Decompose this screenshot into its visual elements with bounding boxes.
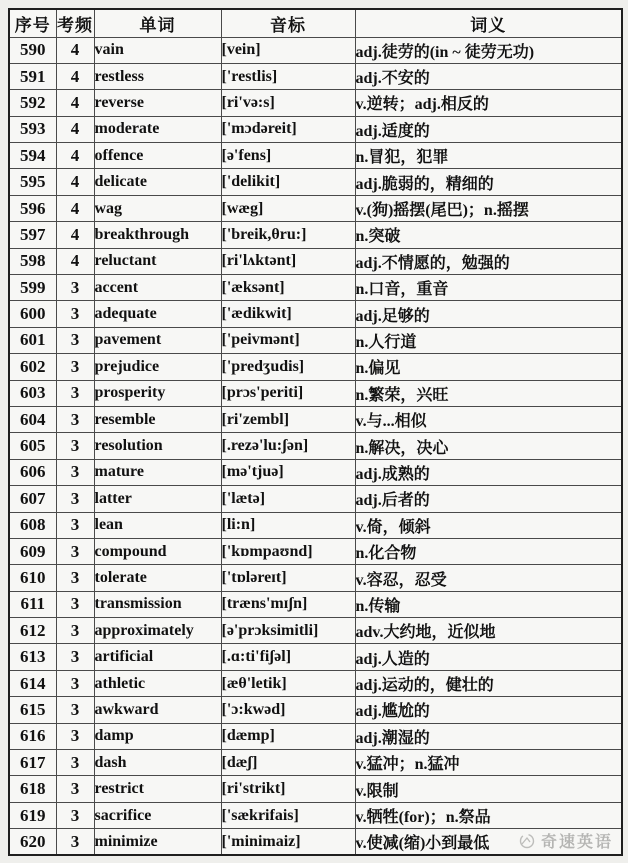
cell-frequency: 3 [56, 433, 94, 459]
table-row [9, 63, 622, 89]
cell-word: adequate [94, 301, 221, 327]
cell-number: 591 [9, 63, 56, 89]
table-row [9, 538, 622, 564]
header-meaning: 词义 [355, 9, 622, 37]
cell-phonetic: ['peivmənt] [221, 327, 355, 353]
table-row [9, 248, 622, 274]
table-body [9, 37, 622, 855]
table-row [9, 776, 622, 802]
cell-number: 605 [9, 433, 56, 459]
cell-frequency: 3 [56, 697, 94, 723]
cell-number: 599 [9, 275, 56, 301]
cell-word: sacrifice [94, 802, 221, 828]
table-row [9, 143, 622, 169]
cell-phonetic: [dæmp] [221, 723, 355, 749]
cell-number: 593 [9, 116, 56, 142]
cell-phonetic: [ə'prɔksimitli] [221, 618, 355, 644]
cell-frequency: 3 [56, 776, 94, 802]
cell-frequency: 3 [56, 618, 94, 644]
vocabulary-table [8, 8, 623, 856]
cell-word: resemble [94, 406, 221, 432]
cell-number: 594 [9, 143, 56, 169]
cell-phonetic: [.rezə'lu:ʃən] [221, 433, 355, 459]
cell-phonetic: ['restlis] [221, 63, 355, 89]
cell-meaning: v.猛冲；n.猛冲 [355, 750, 622, 776]
cell-word: restrict [94, 776, 221, 802]
cell-phonetic: ['predʒudis] [221, 354, 355, 380]
cell-phonetic: ['tɒləreɪt] [221, 565, 355, 591]
cell-word: minimize [94, 829, 221, 855]
cell-meaning: adv.大约地，近似地 [355, 618, 622, 644]
cell-meaning: v.逆转；adj.相反的 [355, 90, 622, 116]
cell-meaning: v.(狗)摇摆(尾巴)；n.摇摆 [355, 195, 622, 221]
cell-frequency: 4 [56, 90, 94, 116]
cell-word: wag [94, 195, 221, 221]
table-row [9, 37, 622, 63]
cell-number: 590 [9, 37, 56, 63]
table-row [9, 222, 622, 248]
table-row [9, 829, 622, 855]
cell-meaning: adj.成熟的 [355, 459, 622, 485]
cell-word: delicate [94, 169, 221, 195]
cell-number: 616 [9, 723, 56, 749]
cell-number: 598 [9, 248, 56, 274]
cell-word: pavement [94, 327, 221, 353]
cell-meaning: adj.人造的 [355, 644, 622, 670]
cell-frequency: 3 [56, 406, 94, 432]
table-row [9, 618, 622, 644]
cell-meaning: adj.脆弱的，精细的 [355, 169, 622, 195]
cell-number: 601 [9, 327, 56, 353]
cell-word: prejudice [94, 354, 221, 380]
cell-frequency: 3 [56, 301, 94, 327]
table-row [9, 380, 622, 406]
table-row [9, 90, 622, 116]
header-word: 单词 [94, 9, 221, 37]
cell-frequency: 3 [56, 829, 94, 855]
cell-word: tolerate [94, 565, 221, 591]
cell-phonetic: [mə'tjuə] [221, 459, 355, 485]
cell-number: 607 [9, 486, 56, 512]
header-phonetic: 音标 [221, 9, 355, 37]
cell-number: 609 [9, 538, 56, 564]
table-row [9, 354, 622, 380]
cell-phonetic: ['sækrifais] [221, 802, 355, 828]
cell-phonetic: [.ɑ:ti'fiʃəl] [221, 644, 355, 670]
table-row [9, 591, 622, 617]
cell-phonetic: ['ædikwit] [221, 301, 355, 327]
cell-frequency: 4 [56, 195, 94, 221]
cell-frequency: 3 [56, 538, 94, 564]
cell-meaning: n.突破 [355, 222, 622, 248]
cell-word: mature [94, 459, 221, 485]
cell-frequency: 4 [56, 116, 94, 142]
cell-phonetic: [dæʃ] [221, 750, 355, 776]
cell-word: accent [94, 275, 221, 301]
cell-phonetic: [ri'zembl] [221, 406, 355, 432]
cell-frequency: 3 [56, 750, 94, 776]
cell-word: artificial [94, 644, 221, 670]
table-row [9, 116, 622, 142]
cell-frequency: 3 [56, 327, 94, 353]
cell-frequency: 4 [56, 143, 94, 169]
cell-word: vain [94, 37, 221, 63]
header-row [9, 9, 622, 37]
cell-number: 615 [9, 697, 56, 723]
cell-phonetic: [ə'fens] [221, 143, 355, 169]
cell-frequency: 3 [56, 512, 94, 538]
cell-word: athletic [94, 670, 221, 696]
cell-frequency: 3 [56, 723, 94, 749]
cell-phonetic: ['kɒmpaʊnd] [221, 538, 355, 564]
cell-meaning: v.容忍，忍受 [355, 565, 622, 591]
cell-frequency: 3 [56, 644, 94, 670]
cell-number: 619 [9, 802, 56, 828]
cell-meaning: n.传输 [355, 591, 622, 617]
cell-meaning: n.偏见 [355, 354, 622, 380]
cell-meaning: adj.潮湿的 [355, 723, 622, 749]
cell-word: dash [94, 750, 221, 776]
cell-phonetic: [ri'və:s] [221, 90, 355, 116]
table-row [9, 670, 622, 696]
cell-phonetic: [li:n] [221, 512, 355, 538]
table-row [9, 406, 622, 432]
table-row [9, 644, 622, 670]
cell-phonetic: ['minimaiz] [221, 829, 355, 855]
watermark-text: 奇速英语 [540, 834, 613, 851]
cell-number: 597 [9, 222, 56, 248]
cell-frequency: 3 [56, 354, 94, 380]
cell-phonetic: ['ɔ:kwəd] [221, 697, 355, 723]
cell-word: breakthrough [94, 222, 221, 248]
cell-word: reluctant [94, 248, 221, 274]
cell-number: 592 [9, 90, 56, 116]
cell-word: latter [94, 486, 221, 512]
cell-meaning: v.限制 [355, 776, 622, 802]
cell-meaning: v.使减(缩)小到最低 [355, 829, 622, 855]
cell-frequency: 4 [56, 222, 94, 248]
cell-number: 620 [9, 829, 56, 855]
cell-meaning: adj.徒劳的(in ~ 徒劳无功) [355, 37, 622, 63]
table-row [9, 301, 622, 327]
cell-phonetic: [wæg] [221, 195, 355, 221]
cell-number: 612 [9, 618, 56, 644]
cell-word: restless [94, 63, 221, 89]
table-row [9, 275, 622, 301]
table-row [9, 565, 622, 591]
cell-phonetic: [ri'lʌktənt] [221, 248, 355, 274]
cell-number: 614 [9, 670, 56, 696]
cell-word: offence [94, 143, 221, 169]
cell-number: 604 [9, 406, 56, 432]
table-row [9, 195, 622, 221]
table-row [9, 327, 622, 353]
cell-number: 617 [9, 750, 56, 776]
cell-frequency: 3 [56, 486, 94, 512]
cell-word: transmission [94, 591, 221, 617]
cell-meaning: n.繁荣，兴旺 [355, 380, 622, 406]
cell-meaning: n.口音，重音 [355, 275, 622, 301]
cell-phonetic: [prɔs'periti] [221, 380, 355, 406]
cell-phonetic: [træns'mɪʃn] [221, 591, 355, 617]
cell-phonetic: ['mɔdəreit] [221, 116, 355, 142]
table-row [9, 802, 622, 828]
table-row [9, 750, 622, 776]
table-row [9, 512, 622, 538]
cell-word: awkward [94, 697, 221, 723]
cell-phonetic: [ri'strikt] [221, 776, 355, 802]
cell-frequency: 4 [56, 63, 94, 89]
cell-number: 613 [9, 644, 56, 670]
table-row [9, 486, 622, 512]
cell-number: 596 [9, 195, 56, 221]
cell-number: 611 [9, 591, 56, 617]
cell-word: moderate [94, 116, 221, 142]
cell-word: prosperity [94, 380, 221, 406]
cell-meaning: adj.不安的 [355, 63, 622, 89]
header-number: 序号 [9, 9, 56, 37]
cell-meaning: adj.足够的 [355, 301, 622, 327]
header-frequency: 考频 [56, 9, 94, 37]
cell-number: 608 [9, 512, 56, 538]
cell-phonetic: [æθ'letik] [221, 670, 355, 696]
cell-phonetic: ['breik,θru:] [221, 222, 355, 248]
cell-meaning: adj.后者的 [355, 486, 622, 512]
cell-frequency: 3 [56, 591, 94, 617]
cell-phonetic: ['lætə] [221, 486, 355, 512]
cell-word: compound [94, 538, 221, 564]
cell-word: damp [94, 723, 221, 749]
cell-number: 603 [9, 380, 56, 406]
table-row [9, 169, 622, 195]
cell-number: 618 [9, 776, 56, 802]
cell-frequency: 3 [56, 802, 94, 828]
cell-meaning: v.牺牲(for)；n.祭品 [355, 802, 622, 828]
cell-word: approximately [94, 618, 221, 644]
cell-meaning: n.解决，决心 [355, 433, 622, 459]
cell-number: 602 [9, 354, 56, 380]
cell-meaning: n.冒犯，犯罪 [355, 143, 622, 169]
cell-frequency: 3 [56, 380, 94, 406]
cell-word: resolution [94, 433, 221, 459]
cell-meaning: adj.不情愿的，勉强的 [355, 248, 622, 274]
cell-frequency: 3 [56, 565, 94, 591]
cell-number: 610 [9, 565, 56, 591]
cell-phonetic: ['delikit] [221, 169, 355, 195]
cell-phonetic: [vein] [221, 37, 355, 63]
cell-number: 606 [9, 459, 56, 485]
table-row [9, 433, 622, 459]
cell-meaning: n.化合物 [355, 538, 622, 564]
cell-frequency: 3 [56, 459, 94, 485]
table-row [9, 459, 622, 485]
cell-meaning: adj.尴尬的 [355, 697, 622, 723]
cell-word: reverse [94, 90, 221, 116]
cell-word: lean [94, 512, 221, 538]
cell-frequency: 3 [56, 670, 94, 696]
cell-meaning: v.与...相似 [355, 406, 622, 432]
cell-frequency: 4 [56, 169, 94, 195]
table-row [9, 697, 622, 723]
cell-frequency: 3 [56, 275, 94, 301]
cell-frequency: 4 [56, 37, 94, 63]
cell-meaning: adj.适度的 [355, 116, 622, 142]
cell-number: 595 [9, 169, 56, 195]
cell-meaning: v.倚，倾斜 [355, 512, 622, 538]
cell-meaning: adj.运动的，健壮的 [355, 670, 622, 696]
cell-meaning: n.人行道 [355, 327, 622, 353]
cell-phonetic: ['æksənt] [221, 275, 355, 301]
vocabulary-page [8, 8, 621, 855]
table-row [9, 723, 622, 749]
cell-number: 600 [9, 301, 56, 327]
cell-frequency: 4 [56, 248, 94, 274]
